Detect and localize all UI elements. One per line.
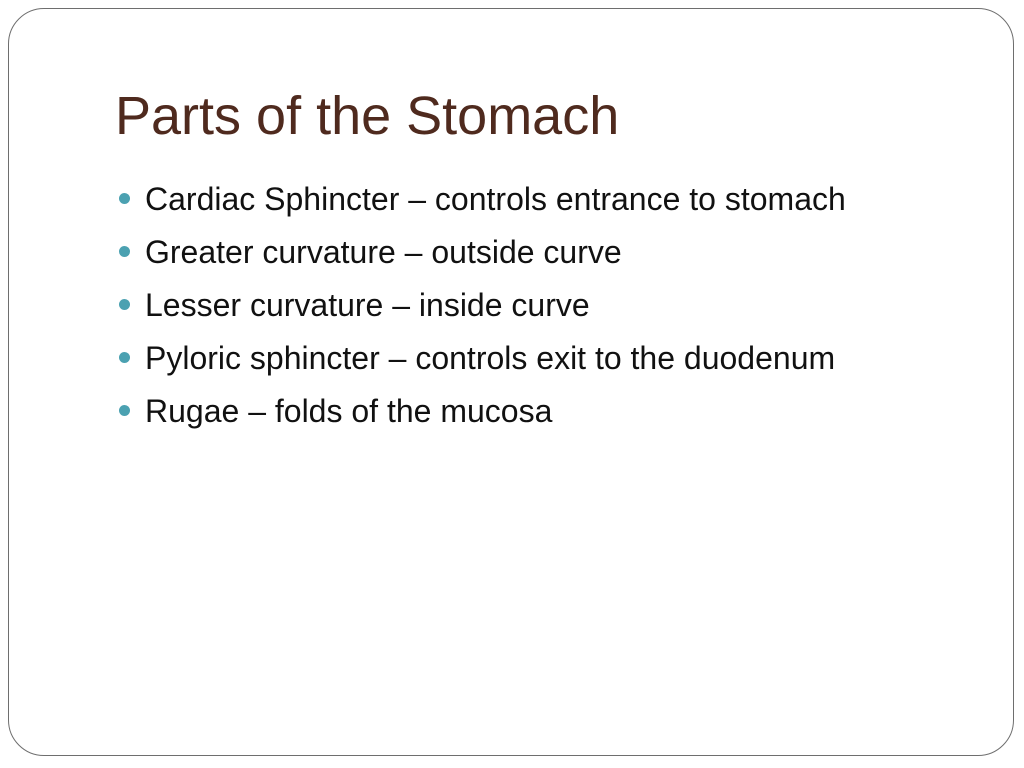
list-item [119, 283, 846, 336]
list-item [119, 336, 846, 389]
bullet-text: Cardiac Sphincter – controls entrance to stomach [145, 181, 846, 217]
list-item [119, 230, 846, 283]
bullet-dot-icon [119, 193, 130, 204]
bullet-dot-icon [119, 405, 130, 416]
list-item [119, 389, 846, 442]
bullet-text: Greater curvature – outside curve [145, 234, 622, 270]
bullet-dot-icon [119, 299, 130, 310]
bullet-dot-icon [119, 246, 130, 257]
bullet-text: Pyloric sphincter – controls exit to the duodenum [145, 340, 836, 376]
bullet-dot-icon [119, 352, 130, 363]
list-item [119, 177, 846, 230]
bullet-text: Rugae – folds of the mucosa [145, 393, 553, 429]
bullet-text: Lesser curvature – inside curve [145, 287, 590, 323]
slide-frame [8, 8, 1014, 756]
slide-title: Parts of the Stomach [115, 86, 620, 146]
bullet-list [119, 177, 846, 442]
